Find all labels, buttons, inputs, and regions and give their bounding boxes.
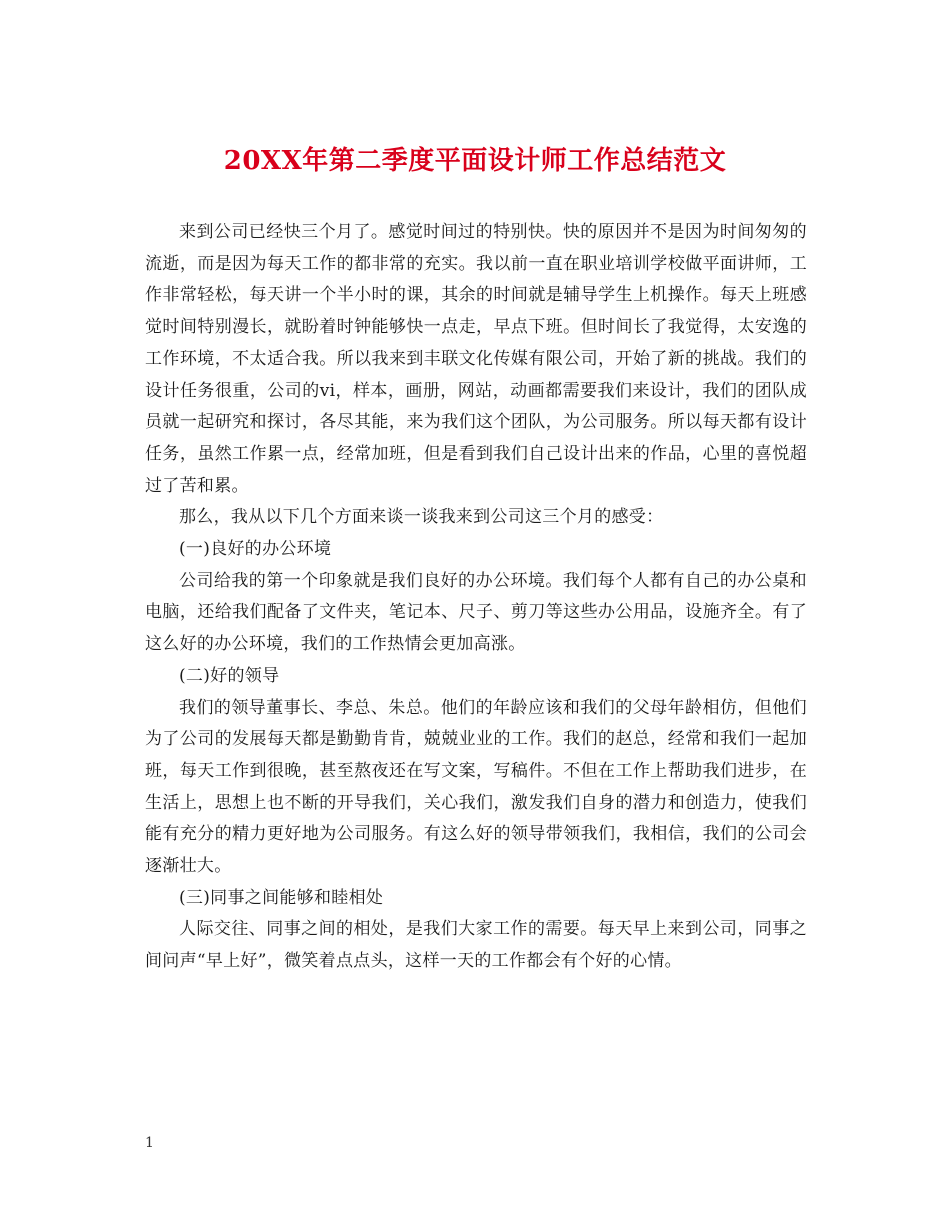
paragraph-colleagues: 人际交往、同事之间的相处，是我们大家工作的需要。每天早上来到公司，同事之间问声“早上好”，微笑着点点头，这样一天的工作都会有个好的心情。 [145, 919, 807, 972]
section-heading-office-environment: (一)良好的办公环境 [179, 539, 332, 560]
paragraph-leadership: 我们的领导董事长、李总、朱总。他们的年龄应该和我们的父母年龄相仿，但他们为了公司的发展每天都是勤勤肯肯，兢兢业业的工作。我们的赵总，经常和我们一起加班，每天工作到很晚，甚至熬夜还在写文案，写稿件。不但在工作上帮助我们进步，在生活上，思想上也不断的开导我们，关心我们，激发我们自身的潜力和创造力，使我们能有充分的精力更好地为公司服务。有这么好的领导带领我们，我相信，我们的公司会逐渐壮大。 [145, 697, 807, 877]
section-heading-leadership: (二)好的领导 [179, 665, 280, 686]
document-title: 20XX年第二季度平面设计师工作总结范文 [223, 146, 727, 176]
page-number: 1 [145, 1135, 154, 1151]
paragraph-intro: 来到公司已经快三个月了。感觉时间过的特别快。快的原因并不是因为时间匆匆的流逝，而是因为每天工作的都非常的充实。我以前一直在职业培训学校做平面讲师，工作非常轻松，每天讲一个半小时的课，其余的时间就是辅导学生上机操作。每天上班感觉时间特别漫长，就盼着时钟能够快一点走，早点下班。但时间长了我觉得，太安逸的工作环境，不太适合我。所以我来到丰联文化传媒有限公司，开始了新的挑战。我们的设计任务很重，公司的vi，样本，画册，网站，动画都需要我们来设计，我们的团队成员就一起研究和探讨，各尽其能，来为我们这个团队，为公司服务。所以每天都有设计任务，虽然工作累一点，经常加班，但是看到我们自己设计出来的作品，心里的喜悦超过了苦和累。 [145, 222, 807, 496]
document-body [145, 217, 807, 978]
paragraph-office-environment: 公司给我的第一个印象就是我们良好的办公环境。我们每个人都有自己的办公桌和电脑，还给我们配备了文件夹，笔记本、尺子、剪刀等这些办公用品，设施齐全。有了这么好的办公环境，我们的工作热情会更加高涨。 [145, 570, 807, 655]
section-heading-colleagues: (三)同事之间能够和睦相处 [179, 887, 384, 908]
paragraph-overview: 那么，我从以下几个方面来谈一谈我来到公司这三个月的感受： [179, 507, 664, 528]
